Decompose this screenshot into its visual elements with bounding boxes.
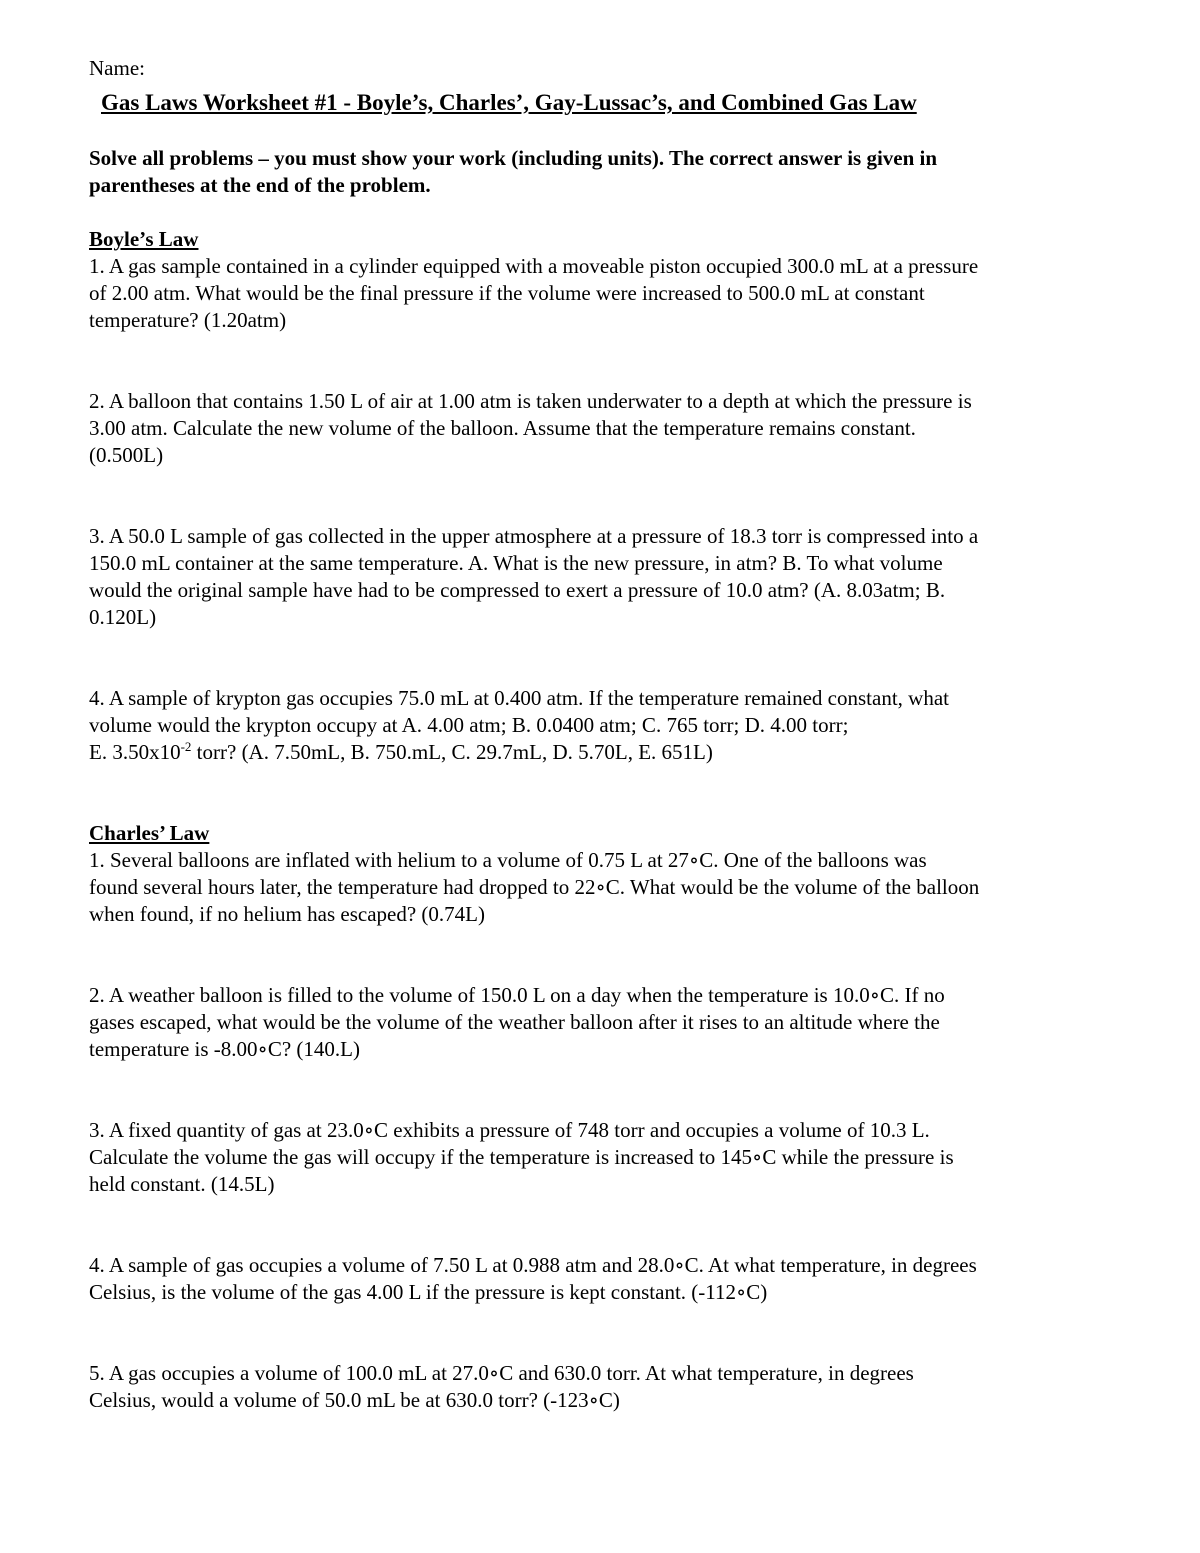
charles-problem-4 (89, 1252, 1109, 1306)
problem-line: Celsius, is the volume of the gas 4.00 L if the pressure is kept constant. (-112∘C) (89, 1280, 768, 1304)
problem-line: temperature? (1.20atm) (89, 308, 287, 332)
problem-line: 3. A fixed quantity of gas at 23.0∘C exhibits a pressure of 748 torr and occupies a volume of 10.3 L. (89, 1118, 930, 1142)
problem-line: gases escaped, what would be the volume of the weather balloon after it rises to an altitude where the (89, 1010, 940, 1034)
problem-line: (0.500L) (89, 443, 164, 467)
problem-line: E. 3.50x10 (89, 740, 181, 764)
boyles-problem-1 (89, 253, 1109, 334)
worksheet-title: Gas Laws Worksheet #1 - Boyle’s, Charles’, Gay-Lussac’s, and Combined Gas Law (101, 90, 917, 115)
boyles-problem-3 (89, 523, 1109, 631)
boyles-problem-2 (89, 388, 1109, 469)
problem-line: 5. A gas occupies a volume of 100.0 mL at 27.0∘C and 630.0 torr. At what temperature, in degrees (89, 1361, 914, 1385)
instructions (89, 145, 1109, 199)
problem-line: 1. Several balloons are inflated with helium to a volume of 0.75 L at 27∘C. One of the balloons was (89, 848, 927, 872)
problem-line: 150.0 mL container at the same temperature. A. What is the new pressure, in atm? B. To what volume (89, 551, 943, 575)
problem-line: 2. A weather balloon is filled to the volume of 150.0 L on a day when the temperature is 10.0∘C. If no (89, 983, 945, 1007)
problem-line: temperature is -8.00∘C? (140.L) (89, 1037, 360, 1061)
charles-problem-1 (89, 847, 1109, 928)
problem-line: volume would the krypton occupy at A. 4.00 atm; B. 0.0400 atm; C. 765 torr; D. 4.00 torr; (89, 713, 849, 737)
charles-problem-2 (89, 982, 1109, 1063)
instructions-line-2: parentheses at the end of the problem. (89, 173, 431, 197)
problem-line: when found, if no helium has escaped? (0.74L) (89, 902, 485, 926)
exponent: -2 (180, 739, 192, 754)
problem-line: would the original sample have had to be compressed to exert a pressure of 10.0 atm? (A. 8.03atm; B. (89, 578, 946, 602)
charles-problem-5 (89, 1360, 1109, 1414)
boyles-problem-4 (89, 685, 1109, 766)
charles-problem-3 (89, 1117, 1109, 1198)
charles-law-heading: Charles’ Law (89, 821, 210, 845)
problem-line: 2. A balloon that contains 1.50 L of air at 1.00 atm is taken underwater to a depth at which the pressure is (89, 389, 972, 413)
worksheet-page (89, 55, 1109, 1414)
problem-line: 3.00 atm. Calculate the new volume of the balloon. Assume that the temperature remains constant. (89, 416, 916, 440)
problem-line: 3. A 50.0 L sample of gas collected in the upper atmosphere at a pressure of 18.3 torr is compressed into a (89, 524, 979, 548)
problem-line: held constant. (14.5L) (89, 1172, 275, 1196)
problem-line: found several hours later, the temperature had dropped to 22∘C. What would be the volume of the balloon (89, 875, 980, 899)
problem-line: 4. A sample of gas occupies a volume of 7.50 L at 0.988 atm and 28.0∘C. At what temperature, in degrees (89, 1253, 977, 1277)
problem-line: of 2.00 atm. What would be the final pressure if the volume were increased to 500.0 mL at constant (89, 281, 925, 305)
problem-line: Calculate the volume the gas will occupy if the temperature is increased to 145∘C while the pressure is (89, 1145, 954, 1169)
boyles-law-heading: Boyle’s Law (89, 227, 199, 251)
problem-line: torr? (A. 7.50mL, B. 750.mL, C. 29.7mL, D. 5.70L, E. 651L) (191, 740, 713, 764)
problem-line: 1. A gas sample contained in a cylinder equipped with a moveable piston occupied 300.0 mL at a pressure (89, 254, 979, 278)
problem-line: 4. A sample of krypton gas occupies 75.0 mL at 0.400 atm. If the temperature remained constant, what (89, 686, 949, 710)
problem-line: Celsius, would a volume of 50.0 mL be at 630.0 torr? (-123∘C) (89, 1388, 620, 1412)
problem-line: 0.120L) (89, 605, 157, 629)
instructions-line-1: Solve all problems – you must show your work (including units). The correct answer is given in (89, 146, 938, 170)
name-label: Name: (89, 56, 145, 80)
